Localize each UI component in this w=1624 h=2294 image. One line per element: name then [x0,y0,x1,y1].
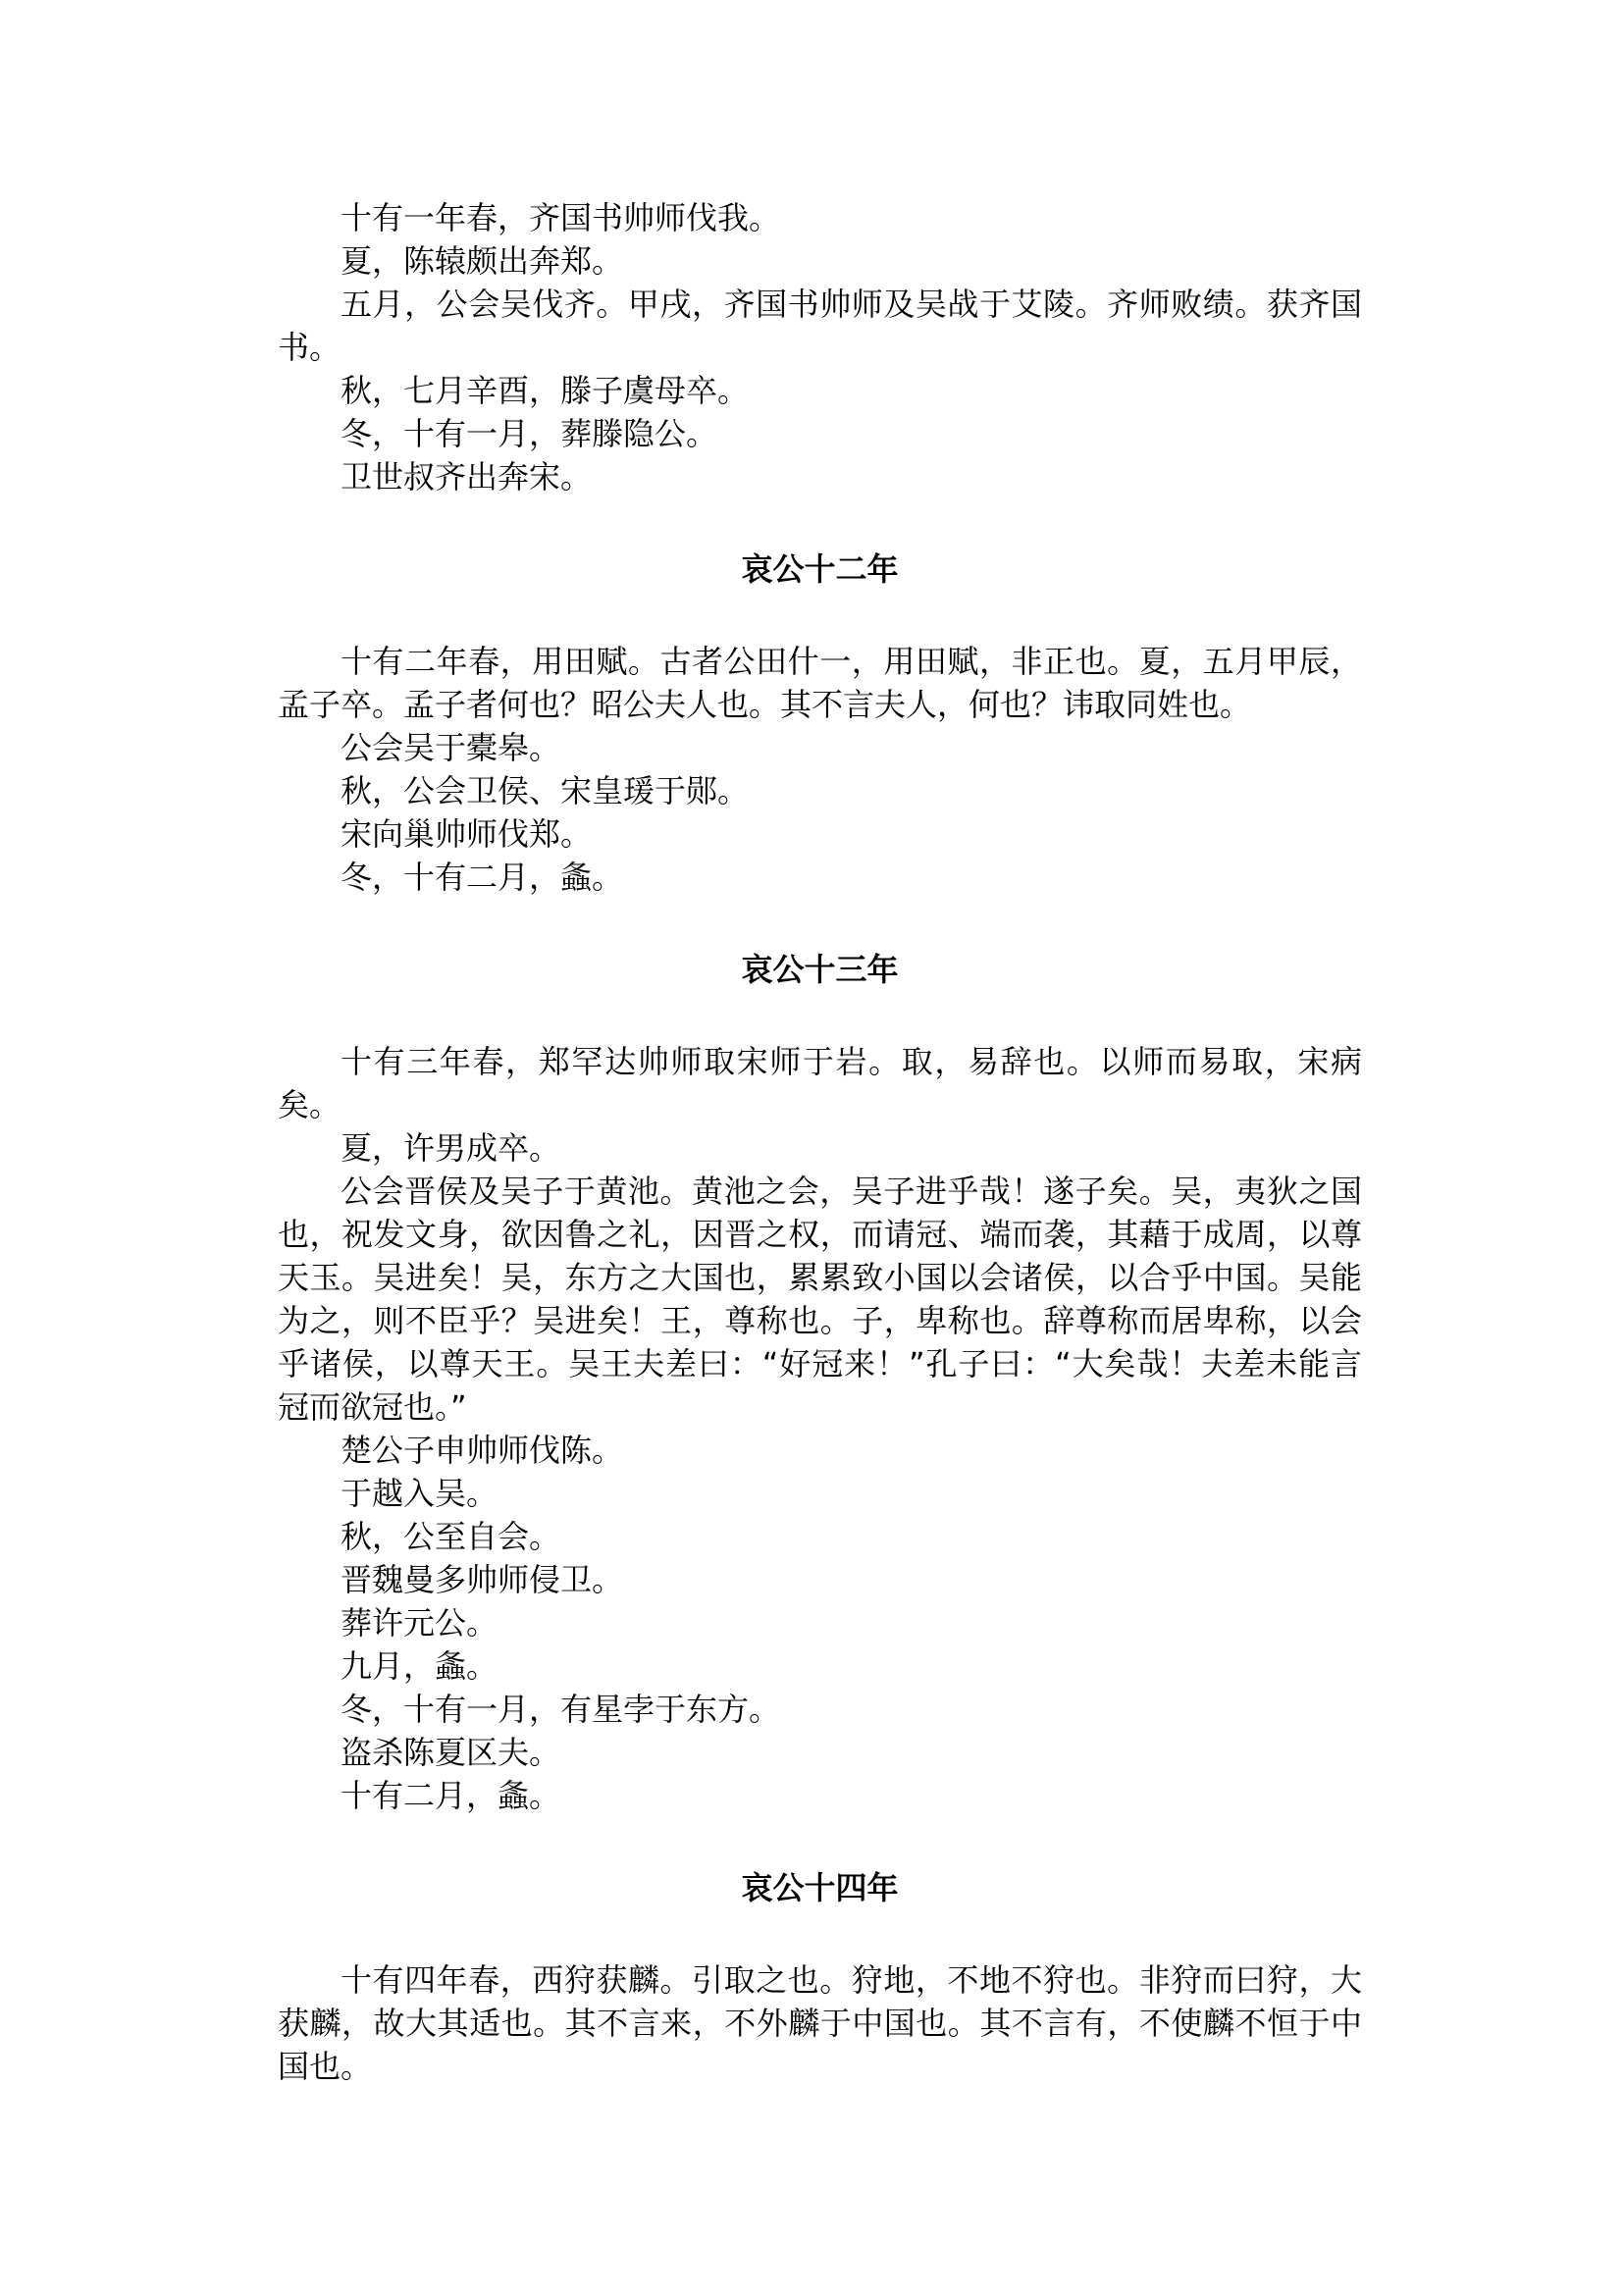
paragraph: 夏，陈辕颇出奔郑。 [341,242,624,280]
paragraph: 宋向巢帅师伐郑。 [341,815,593,853]
paragraph: 卫世叔齐出奔宋。 [341,458,593,495]
paragraph: 葬许元公。 [341,1604,498,1642]
paragraph: 冬，十有二月，螽。 [341,859,624,896]
paragraph: 于越入吴。 [341,1475,498,1512]
paragraph: 夏，许男成卒。 [341,1129,561,1167]
section-heading: 哀公十四年 [741,1869,899,1906]
paragraph: 公会晋侯及吴子于黄池。黄池之会，吴子进乎哉！遂子矣。吴，夷狄之国也，祝发文身，欲因鲁之礼，因晋之权，而请冠、端而袭，其藉于成周，以尊天玉。吴进矣！吴，东方之大国也，累累致小国以会诸侯，以合乎中国。吴能为之，则不臣乎？吴进矣！王，尊称也。子，卑称也。辞尊称而居卑称，以会乎诸侯，以尊天王。吴王夫差曰：“好冠来！”孔子曰：“大矣哉！夫差未能言冠而欲冠也。” [278,1173,1362,1426]
paragraph: 十有三年春，郑罕达帅师取宋师于岩。取，易辞也。以师而易取，宋病矣。 [278,1043,1362,1123]
paragraph: 十有二年春，用田赋。古者公田什一，用田赋，非正也。夏，五月甲辰，孟子卒。孟子者何也？昭公夫人也。其不言夫人，何也？讳取同姓也。 [278,643,1362,723]
paragraph: 秋，七月辛酉，滕子虞母卒。 [341,372,750,409]
document-page [278,196,1362,2088]
paragraph: 公会吴于橐皋。 [341,729,561,766]
paragraph: 楚公子申帅师伐陈。 [341,1432,624,1469]
paragraph: 十有二月，螽。 [341,1777,561,1814]
paragraph: 九月，螽。 [341,1647,498,1685]
paragraph: 冬，十有一月，有星孛于东方。 [341,1691,781,1728]
section-heading: 哀公十二年 [741,550,899,588]
paragraph: 晋魏曼多帅师侵卫。 [341,1561,624,1598]
paragraph: 十有四年春，西狩获麟。引取之也。狩地，不地不狩也。非狩而曰狩，大获麟，故大其适也。其不言来，不外麟于中国也。其不言有，不使麟不恒于中国也。 [278,1961,1362,2085]
paragraph: 十有一年春，齐国书帅师伐我。 [341,199,781,236]
paragraph: 秋，公至自会。 [341,1518,561,1555]
paragraph: 冬，十有一月，葬滕隐公。 [341,415,718,452]
paragraph: 盗杀陈夏区夫。 [341,1734,561,1771]
paragraph: 秋，公会卫侯、宋皇瑗于郧。 [341,772,750,809]
section-year-12 [278,547,1362,899]
section-year-14 [278,1866,1362,2088]
section-heading: 哀公十三年 [741,951,899,988]
section-year-11 [278,196,1362,498]
section-year-13 [278,948,1362,1817]
paragraph: 五月，公会吴伐齐。甲戌，齐国书帅师及吴战于艾陵。齐师败绩。获齐国书。 [278,286,1362,366]
